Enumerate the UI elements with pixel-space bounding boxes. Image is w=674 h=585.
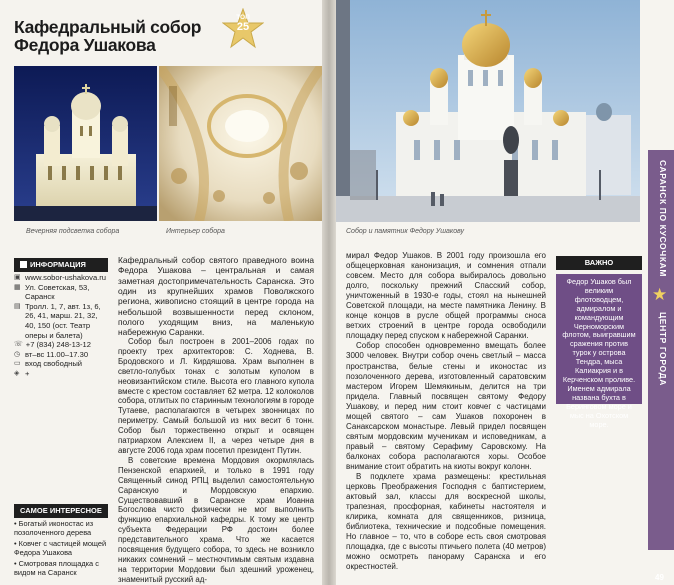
- info-address: ▦ Ул. Советская, 53, Саранск: [14, 282, 90, 302]
- list-item: • Ковчег с частицей мощей Федора Ушакова: [14, 538, 107, 558]
- wifi-icon: ◈: [14, 369, 20, 377]
- phone-icon: ☏: [14, 341, 23, 349]
- intro-paragraph: Кафедральный собор святого праведного воина Федора Ушакова – центральная и самая заметная достопримечательность Саранска. Это один из крупнейших храмов Поволжского региона, живописно стоящий в центре города на небольшой возвышенности перед склоном, полого уходящим вниз, на маленькую набережную Саранки.: [118, 255, 314, 338]
- paragraph: мирал Федор Ушаков. В 2001 году произошла его общецерковная канонизация, и сомнения отпали совсем. Место для собора выбиралось довольно долго, поскольку прежний Спасский собор, уничтоженный в 1930-е годы, стоял на нынешней Советской площади, на месте памятника Ленину. В конце концов в русле общей программы сноса ветхих строений в центре города освободили площадку перед спуском к набережной Саранки.: [346, 251, 546, 341]
- left-page: [0, 0, 322, 585]
- badge-number: 25: [236, 21, 250, 33]
- subsection-label: ЦЕНТР ГОРОДА: [658, 312, 668, 387]
- list-item: • Смотровая площадка с видом на Саранск: [14, 558, 99, 578]
- page-number: 49: [655, 573, 664, 582]
- important-text: Федор Ушаков был великим флотоводцем, адмиралом и командующим Черноморским флотом, выигравшим сражения против турок у острова Тендра, мыса Калиакрия и в Керченском проливе. Именем адмирала названа бухта в Беринговом море и мыс на Охотском море.: [562, 277, 636, 429]
- most-interesting-heading: САМОЕ ИНТЕРЕСНОЕ: [14, 504, 108, 518]
- badge-label: ТОП: [236, 14, 250, 21]
- info-icon: [20, 261, 27, 268]
- left-body-text: [118, 337, 314, 585]
- star-icon: ★: [652, 285, 668, 304]
- night-cathedral-photo: [14, 66, 157, 221]
- list-item: • Богатый иконостас из позолоченного дерева: [14, 519, 94, 538]
- web-icon: ▣: [14, 274, 21, 281]
- title-line-1: Кафедральный собор: [14, 17, 202, 37]
- most-interesting-list: [14, 519, 110, 578]
- caption-interior-photo: Интерьер собора: [166, 228, 225, 235]
- important-heading: ВАЖНО: [556, 256, 642, 270]
- info-phone: ☏ +7 (834) 248-13-12: [14, 340, 91, 350]
- caption-cathedral-photo: Собор и памятник Федору Ушакову: [346, 228, 465, 235]
- paragraph: Собор был построен в 2001–2006 годах по проекту трех архитекторов: С. Ходнева, В. Бродовского и Л. Кирдяшова. Храм выполнен в светло-голубых тонах с золотым куполом в неовизантийском стиле. Высота его главного купола вместе с крестом составляет 62 метра. 12 колоколов собора, отлитых по старинным технологиям в городе Тутаеве, располагаются в четырех звонницах по периметру. Самый большой из них весит 6 тонн. Собор был торжественно открыт и освящен патриархом Алексием II, а через четыре дня в августе 2006 года храм посетил президент Путин.: [118, 337, 314, 455]
- info-box-heading: ИНФОРМАЦИЯ: [14, 258, 108, 272]
- caption-night-photo: Вечерняя подсветка собора: [26, 228, 120, 235]
- info-box: [14, 273, 108, 379]
- important-box: [556, 274, 642, 429]
- clock-icon: ◷: [14, 350, 21, 358]
- cathedral-monument-photo: [336, 0, 640, 222]
- paragraph: В подклете храма размещены: крестильная церковь Преображения Господня с баптистерием, актовый зал, классы для воскресной школы, трапезная, просфорная, кабинеты настоятеля и клирика, комната для священников, ризница, библиотека, технические и подсобные помещения. Но главное – то, что в соборе есть своя смотровая площадка, где с высоты птичьего полета (40 метров) можно осмотреть панораму Саранска и его окрестностей.: [346, 472, 546, 572]
- info-web: ▣ www.sobor-ushakova.ru: [14, 273, 107, 282]
- paragraph: В советские времена Мордовия окормлялась Пензенской епархией, и только в 1991 году Священный синод РПЦ выделил самостоятельную Саранскую и Мордовскую епархию. Существовавший в Саранске храм Иоанна Богослова чисто физически не мог выполнить функцию епархиальной кафедры. К тому же центр субъекта Федерации РФ достоин более представительного храма. Что же касается посвящения будущего собора, то здесь не возникло никаких сомнений – местночтимым святым издавна на территории Мордовии был здешний уроженец, знаменитый русский ад-: [118, 455, 314, 584]
- info-wifi: ◈ +: [14, 368, 30, 378]
- section-label: САРАНСК ПО КУСОЧКАМ: [658, 160, 668, 278]
- bus-icon: ▤: [14, 302, 21, 310]
- right-body-text: [346, 251, 546, 573]
- book-gutter: [322, 0, 336, 585]
- info-hours: ◷ вт–вс 11.00–17.30: [14, 349, 89, 359]
- info-transport: ▤ Тролл. 1, 7, авт. 1з, 6, 26, 41, марш. 21, 32, 40, 150 (ост. Театр оперы и балета): [14, 301, 101, 340]
- ticket-icon: ▭: [14, 360, 21, 368]
- paragraph: Собор способен одновременно вмещать более 3000 человек. Внутри собор очень светлый – масса пространства, белые стены и иконостас из позолоченного дерева, изготовленный саратовским мастером Игорем Шемякиным, делится на три придела. Главный посвящен святому Федору Ушакову, и перед ним стоит ковчег с частицами мощей святого – сам Ушаков похоронен в Санаксарском монастыре. Левый придел посвящен святым мордовским мученикам и исповедникам, а правый – святому Серафиму Саровскому. На балконах собора располагаются хоры. Особое внимание стоит обратить на киоты вокруг колонн.: [346, 341, 546, 471]
- info-entry: ▭ вход свободный: [14, 359, 83, 369]
- interior-photo: [159, 66, 322, 221]
- page-title: [14, 18, 244, 54]
- address-icon: ▦: [14, 283, 21, 291]
- title-line-2: Федора Ушакова: [14, 35, 156, 55]
